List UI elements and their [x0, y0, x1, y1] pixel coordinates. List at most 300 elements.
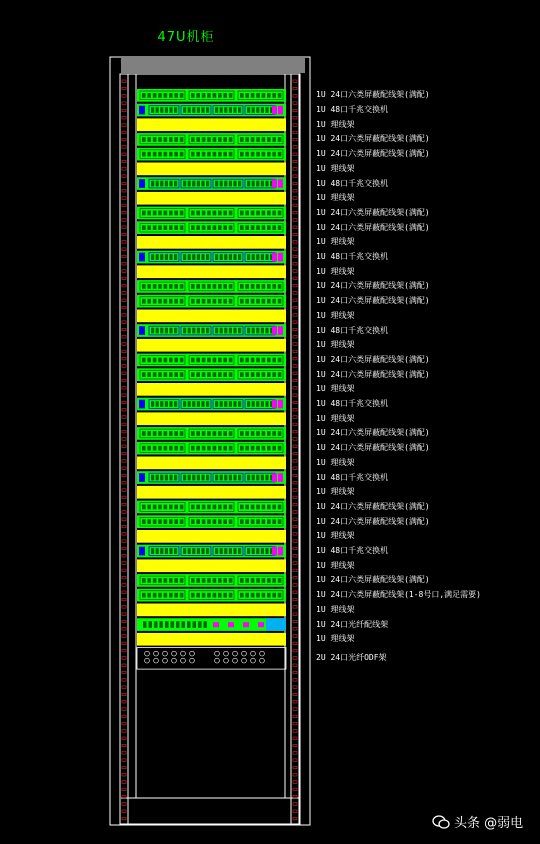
rail-hole: [122, 679, 126, 682]
rail-hole: [122, 350, 126, 353]
odf-port: [224, 651, 229, 656]
patch-port: [223, 225, 227, 230]
switch-uplink-port: [278, 400, 283, 409]
patch-port: [196, 137, 200, 142]
rail-hole: [122, 321, 126, 324]
patch-port: [207, 225, 211, 230]
switch-port: [151, 254, 154, 260]
patch-port: [240, 372, 244, 377]
patch-port: [218, 446, 222, 451]
rail-hole: [293, 657, 297, 660]
patch-port: [202, 431, 206, 436]
patch-port: [256, 372, 260, 377]
switch-port: [238, 107, 241, 113]
patch-port: [229, 152, 233, 157]
device-label: 1U 48口千兆交换机: [316, 178, 389, 188]
watermark-text: 头条 @弱电: [454, 816, 524, 831]
patch-port: [278, 93, 282, 98]
patch-port: [174, 431, 178, 436]
odf-port: [251, 658, 256, 663]
switch-port: [233, 475, 236, 481]
patch-port: [267, 505, 271, 510]
rail-hole: [293, 343, 297, 346]
rail-hole: [293, 241, 297, 244]
patch-port: [174, 505, 178, 510]
patch-port: [262, 505, 266, 510]
device-label: 1U 理线架: [316, 163, 355, 173]
patch-port: [153, 93, 157, 98]
switch-port: [188, 254, 191, 260]
rail-hole: [293, 671, 297, 674]
switch-port: [156, 254, 159, 260]
patch-port: [272, 299, 276, 304]
patch-port: [142, 519, 146, 524]
patch-port: [196, 372, 200, 377]
rail-hole: [293, 744, 297, 747]
rail-hole: [293, 401, 297, 404]
patch-port: [174, 593, 178, 598]
fiber-module: [243, 622, 249, 627]
patch-port: [223, 137, 227, 142]
rail-hole: [293, 321, 297, 324]
rail-hole: [122, 781, 126, 784]
rail-hole: [122, 576, 126, 579]
switch-port: [165, 401, 168, 407]
switch-port: [229, 548, 232, 554]
switch-port: [224, 254, 227, 260]
patch-port: [229, 299, 233, 304]
rail-hole: [122, 467, 126, 470]
odf-port: [215, 651, 220, 656]
patch-port: [169, 93, 173, 98]
rail-hole: [122, 416, 126, 419]
switch-console: [139, 400, 145, 409]
switch-port: [160, 254, 163, 260]
patch-port: [164, 505, 168, 510]
switch-port: [201, 254, 204, 260]
switch-port: [247, 475, 250, 481]
patch-port: [251, 358, 255, 363]
device-label: 1U 24口六类屏蔽配线架(满配): [316, 149, 430, 159]
patch-port: [174, 299, 178, 304]
rail-hole: [122, 255, 126, 258]
rail-hole: [122, 496, 126, 499]
switch-port: [220, 475, 223, 481]
patch-port: [213, 211, 217, 216]
rail-hole: [293, 649, 297, 652]
patch-port: [240, 358, 244, 363]
switch-port: [169, 475, 172, 481]
patch-port: [158, 505, 162, 510]
patch-port: [245, 137, 249, 142]
device-label: 1U 理线架: [316, 266, 355, 276]
patch-port: [262, 299, 266, 304]
patch-port: [169, 578, 173, 583]
patch-port: [229, 93, 233, 98]
patch-port: [229, 578, 233, 583]
patch-port: [256, 225, 260, 230]
patch-port: [278, 519, 282, 524]
patch-port: [272, 225, 276, 230]
patch-port: [191, 578, 195, 583]
switch-port: [229, 475, 232, 481]
device-label: 1U 24口六类屏蔽配线架(满配): [316, 207, 430, 217]
odf-port: [242, 651, 247, 656]
patch-port: [202, 137, 206, 142]
patch-port: [196, 505, 200, 510]
fiber-port: [204, 621, 208, 628]
switch-port: [233, 107, 236, 113]
rail-hole: [293, 219, 297, 222]
switch-console: [139, 473, 145, 482]
fiber-port: [171, 621, 175, 628]
rail-hole: [122, 263, 126, 266]
switch-port: [156, 548, 159, 554]
rail-hole: [293, 766, 297, 769]
patch-port: [142, 593, 146, 598]
patch-port: [240, 284, 244, 289]
patch-port: [158, 93, 162, 98]
switch-port: [252, 328, 255, 334]
device-label: 1U 理线架: [316, 634, 355, 644]
rail-hole: [293, 774, 297, 777]
rail-hole: [293, 482, 297, 485]
rail-hole: [293, 547, 297, 550]
patch-port: [245, 284, 249, 289]
switch-port: [183, 475, 186, 481]
patch-port: [191, 446, 195, 451]
device-label: 1U 理线架: [316, 193, 355, 203]
patch-port: [147, 225, 151, 230]
rail-hole: [293, 715, 297, 718]
switch-port: [238, 181, 241, 187]
cable-manager: [137, 192, 286, 205]
rail-hole: [122, 394, 126, 397]
rail-hole: [122, 730, 126, 733]
switch-console: [139, 106, 145, 115]
device-label: 2U 24口光纤ODF架: [316, 653, 387, 663]
patch-port: [229, 284, 233, 289]
patch-port: [223, 505, 227, 510]
patch-port: [142, 152, 146, 157]
switch-port: [224, 328, 227, 334]
rail-hole: [293, 248, 297, 251]
patch-port: [267, 284, 271, 289]
fiber-tray: [266, 618, 286, 631]
patch-port: [202, 519, 206, 524]
patch-port: [207, 137, 211, 142]
rail-hole: [122, 518, 126, 521]
device-label: 1U 理线架: [316, 560, 355, 570]
rail-hole: [122, 715, 126, 718]
rail-hole: [122, 109, 126, 112]
patch-port: [153, 578, 157, 583]
rail-hole: [293, 620, 297, 623]
fiber-port: [187, 621, 191, 628]
patch-port: [245, 446, 249, 451]
patch-port: [245, 519, 249, 524]
patch-port: [142, 372, 146, 377]
patch-port: [147, 152, 151, 157]
switch-port: [156, 328, 159, 334]
rail-hole: [122, 482, 126, 485]
patch-port: [229, 372, 233, 377]
patch-port: [169, 358, 173, 363]
patch-port: [142, 358, 146, 363]
rail-hole: [293, 606, 297, 609]
patch-port: [218, 372, 222, 377]
rail-hole: [122, 197, 126, 200]
switch-port: [188, 107, 191, 113]
patch-port: [256, 446, 260, 451]
rail-hole: [293, 336, 297, 339]
patch-port: [207, 299, 211, 304]
patch-port: [213, 137, 217, 142]
switch-port: [252, 181, 255, 187]
rail-hole: [122, 620, 126, 623]
patch-port: [202, 299, 206, 304]
cable-manager: [137, 236, 286, 249]
switch-port: [206, 328, 209, 334]
device-label: 1U 24口六类屏蔽配线架(满配): [316, 134, 430, 144]
patch-port: [267, 372, 271, 377]
patch-port: [174, 152, 178, 157]
switch-port: [192, 548, 195, 554]
odf-port: [181, 658, 186, 663]
rail-hole: [122, 95, 126, 98]
switch-port: [224, 475, 227, 481]
switch-port: [156, 475, 159, 481]
rail-hole: [293, 642, 297, 645]
device-label: 1U 理线架: [316, 487, 355, 497]
patch-port: [158, 519, 162, 524]
patch-port: [267, 137, 271, 142]
patch-port: [153, 505, 157, 510]
rail-hole: [122, 284, 126, 287]
patch-port: [202, 578, 206, 583]
switch-port: [160, 181, 163, 187]
switch-port: [151, 401, 154, 407]
cable-manager: [137, 457, 286, 470]
patch-port: [191, 137, 195, 142]
switch-port: [220, 107, 223, 113]
patch-port: [164, 225, 168, 230]
switch-port: [156, 401, 159, 407]
switch-port: [197, 548, 200, 554]
patch-port: [278, 225, 282, 230]
patch-port: [272, 593, 276, 598]
patch-port: [202, 93, 206, 98]
patch-port: [147, 578, 151, 583]
patch-port: [147, 505, 151, 510]
rail-hole: [293, 314, 297, 317]
switch-port: [183, 328, 186, 334]
switch-port: [151, 548, 154, 554]
patch-port: [256, 93, 260, 98]
switch-port: [252, 254, 255, 260]
rail-hole: [122, 474, 126, 477]
odf-port: [233, 651, 238, 656]
patch-port: [251, 519, 255, 524]
rail-hole: [122, 774, 126, 777]
patch-port: [174, 93, 178, 98]
rail-hole: [293, 817, 297, 820]
switch-port: [169, 107, 172, 113]
rail-hole: [293, 489, 297, 492]
switch-port: [265, 254, 268, 260]
device-label: 1U 24口六类屏蔽配线架(满配): [316, 281, 430, 291]
patch-port: [142, 505, 146, 510]
device-label: 1U 理线架: [316, 457, 355, 467]
fiber-port: [160, 621, 164, 628]
rail-hole: [293, 525, 297, 528]
patch-port: [147, 431, 151, 436]
fiber-port: [154, 621, 158, 628]
switch-port: [256, 254, 259, 260]
patch-port: [245, 431, 249, 436]
rail-hole: [122, 270, 126, 273]
patch-port: [262, 593, 266, 598]
rail-hole: [122, 649, 126, 652]
patch-port: [142, 284, 146, 289]
rail-hole: [293, 635, 297, 638]
rail-hole: [122, 306, 126, 309]
rail-hole: [122, 671, 126, 674]
fiber-port: [193, 621, 197, 628]
rail-hole: [293, 496, 297, 499]
rail-hole: [293, 379, 297, 382]
patch-port: [278, 284, 282, 289]
patch-port: [278, 446, 282, 451]
patch-port: [153, 372, 157, 377]
patch-port: [267, 358, 271, 363]
patch-port: [164, 211, 168, 216]
patch-port: [272, 519, 276, 524]
patch-port: [142, 225, 146, 230]
switch-port: [233, 548, 236, 554]
patch-port: [256, 284, 260, 289]
rail-hole: [122, 708, 126, 711]
switch-uplink-port: [272, 253, 277, 262]
patch-port: [191, 93, 195, 98]
fiber-port: [165, 621, 169, 628]
switch-port: [206, 181, 209, 187]
patch-port: [251, 578, 255, 583]
patch-port: [278, 372, 282, 377]
rail-hole: [122, 438, 126, 441]
device-label: 1U 24口六类屏蔽配线架(满配): [316, 501, 430, 511]
patch-port: [153, 431, 157, 436]
switch-port: [229, 107, 232, 113]
switch-port: [247, 548, 250, 554]
rail-hole: [122, 379, 126, 382]
patch-port: [262, 137, 266, 142]
switch-port: [247, 254, 250, 260]
rail-hole: [293, 357, 297, 360]
rail-hole: [293, 423, 297, 426]
patch-port: [256, 152, 260, 157]
patch-port: [142, 137, 146, 142]
rail-hole: [122, 328, 126, 331]
patch-port: [191, 372, 195, 377]
patch-port: [213, 358, 217, 363]
patch-port: [229, 446, 233, 451]
switch-port: [247, 401, 250, 407]
patch-port: [272, 446, 276, 451]
patch-port: [245, 578, 249, 583]
switch-port: [197, 107, 200, 113]
rail-hole: [122, 788, 126, 791]
patch-port: [240, 93, 244, 98]
patch-port: [174, 211, 178, 216]
switch-port: [224, 548, 227, 554]
switch-port: [192, 475, 195, 481]
rail-hole: [122, 336, 126, 339]
patch-port: [164, 372, 168, 377]
device-label: 1U 48口千兆交换机: [316, 472, 389, 482]
patch-port: [262, 446, 266, 451]
switch-port: [183, 181, 186, 187]
rail-hole: [122, 752, 126, 755]
rail-hole: [293, 131, 297, 134]
patch-port: [191, 211, 195, 216]
patch-port: [207, 284, 211, 289]
rail-hole: [122, 211, 126, 214]
rail-hole: [293, 788, 297, 791]
patch-port: [267, 446, 271, 451]
rail-hole: [122, 533, 126, 536]
patch-port: [196, 225, 200, 230]
patch-port: [251, 137, 255, 142]
device-label: 1U 48口千兆交换机: [316, 105, 389, 115]
rail-hole: [293, 686, 297, 689]
fiber-port: [182, 621, 186, 628]
switch-port: [156, 107, 159, 113]
rail-hole: [293, 263, 297, 266]
patch-port: [251, 225, 255, 230]
rail-hole: [122, 204, 126, 207]
rail-hole: [293, 182, 297, 185]
rail-hole: [293, 306, 297, 309]
patch-port: [153, 446, 157, 451]
rail-hole: [293, 168, 297, 171]
patch-port: [229, 211, 233, 216]
patch-port: [207, 446, 211, 451]
odf-port: [190, 651, 195, 656]
patch-port: [272, 93, 276, 98]
patch-port: [180, 505, 184, 510]
rail-hole: [293, 80, 297, 83]
device-label: 1U 24口六类屏蔽配线架(满配): [316, 90, 430, 100]
device-label: 1U 理线架: [316, 604, 355, 614]
fiber-port: [149, 621, 153, 628]
switch-port: [188, 548, 191, 554]
patch-port: [213, 431, 217, 436]
patch-port: [164, 284, 168, 289]
switch-port: [206, 401, 209, 407]
switch-port: [256, 548, 259, 554]
patch-port: [262, 211, 266, 216]
rail-hole: [122, 102, 126, 105]
device-label: 1U 48口千兆交换机: [316, 399, 389, 409]
patch-port: [174, 358, 178, 363]
patch-port: [169, 372, 173, 377]
patch-port: [180, 93, 184, 98]
patch-port: [267, 93, 271, 98]
rail-hole: [293, 365, 297, 368]
patch-port: [251, 446, 255, 451]
patch-port: [164, 299, 168, 304]
